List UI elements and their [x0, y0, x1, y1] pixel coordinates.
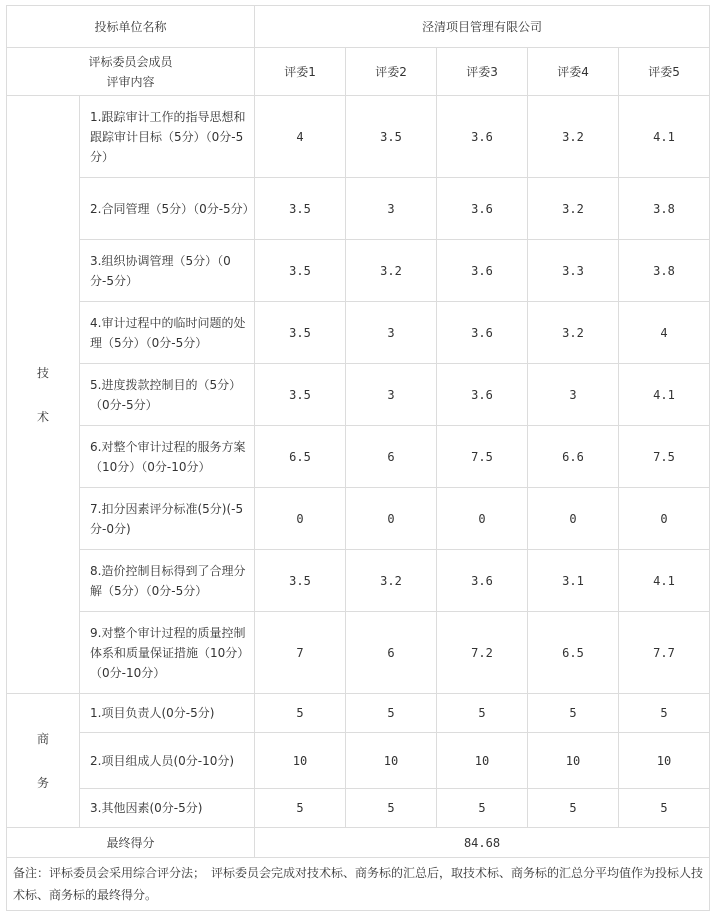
score-cell: 7: [255, 612, 346, 694]
final-score-label: 最终得分: [7, 828, 255, 858]
score-cell: 3.6: [437, 302, 528, 364]
score-cell: 3.6: [437, 178, 528, 240]
table-row: [7, 426, 710, 488]
category-char: 商: [36, 731, 49, 746]
score-cell: 4: [619, 302, 710, 364]
criterion-cell: 2.项目组成人员(0分-10分): [80, 733, 255, 789]
final-score-value: 84.68: [255, 828, 710, 858]
category-cell: [7, 694, 80, 828]
score-cell: 4.1: [619, 96, 710, 178]
table-row: [7, 364, 710, 426]
score-cell: 3.6: [437, 240, 528, 302]
criterion-cell: 2.合同管理（5分）（0分-5分）: [80, 178, 255, 240]
judge-header-3: 评委3: [437, 48, 528, 96]
category-char: 术: [36, 409, 49, 424]
criterion-cell: 9.对整个审计过程的质量控制体系和质量保证措施（10分）（0分-10分）: [80, 612, 255, 694]
table-row: [7, 240, 710, 302]
score-cell: 0: [437, 488, 528, 550]
criterion-cell: 5.进度拨款控制目的（5分）（0分-5分）: [80, 364, 255, 426]
score-cell: 3.2: [528, 302, 619, 364]
score-cell: 7.5: [619, 426, 710, 488]
score-cell: 5: [528, 789, 619, 828]
table-row: [7, 733, 710, 789]
category-char: 技: [36, 365, 49, 380]
score-cell: 3.8: [619, 240, 710, 302]
score-cell: 3.2: [346, 240, 437, 302]
score-cell: 3.5: [255, 240, 346, 302]
score-cell: 0: [255, 488, 346, 550]
score-cell: 5: [619, 694, 710, 733]
table-row: [7, 694, 710, 733]
score-cell: 6.5: [255, 426, 346, 488]
score-cell: 3: [346, 302, 437, 364]
score-cell: 5: [255, 694, 346, 733]
table-row: [7, 96, 710, 178]
judge-header-5: 评委5: [619, 48, 710, 96]
score-cell: 10: [255, 733, 346, 789]
criterion-cell: 8.造价控制目标得到了合理分解（5分）（0分-5分）: [80, 550, 255, 612]
judge-header-2: 评委2: [346, 48, 437, 96]
score-cell: 4: [255, 96, 346, 178]
judges-header-row: [7, 48, 710, 96]
criterion-cell: 1.项目负责人(0分-5分): [80, 694, 255, 733]
score-cell: 3.6: [437, 96, 528, 178]
criterion-cell: 7.扣分因素评分标准(5分)(-5分-0分): [80, 488, 255, 550]
members-label: [7, 48, 255, 96]
criterion-cell: 6.对整个审计过程的服务方案（10分）（0分-10分）: [80, 426, 255, 488]
score-cell: 3.6: [437, 550, 528, 612]
score-cell: 3.5: [255, 302, 346, 364]
final-score-row: [7, 828, 710, 858]
criterion-cell: 4.审计过程中的临时问题的处理（5分）（0分-5分）: [80, 302, 255, 364]
score-cell: 7.7: [619, 612, 710, 694]
score-cell: 3.8: [619, 178, 710, 240]
score-cell: 5: [437, 694, 528, 733]
score-cell: 3.5: [346, 96, 437, 178]
category-cell: [7, 96, 80, 694]
table-row: [7, 612, 710, 694]
judge-header-1: 评委1: [255, 48, 346, 96]
category-char: 务: [36, 775, 49, 790]
score-table-body: [7, 6, 710, 911]
score-cell: 5: [346, 694, 437, 733]
score-cell: 10: [346, 733, 437, 789]
score-cell: 7.2: [437, 612, 528, 694]
score-cell: 10: [619, 733, 710, 789]
score-cell: 4.1: [619, 364, 710, 426]
score-cell: 5: [346, 789, 437, 828]
table-row: [7, 789, 710, 828]
score-cell: 6: [346, 612, 437, 694]
score-cell: 4.1: [619, 550, 710, 612]
table-row: [7, 178, 710, 240]
score-cell: 6.6: [528, 426, 619, 488]
score-cell: 3.1: [528, 550, 619, 612]
score-cell: 5: [619, 789, 710, 828]
score-cell: 3: [528, 364, 619, 426]
criterion-cell: 1.跟踪审计工作的指导思想和跟踪审计目标（5分）（0分-5分）: [80, 96, 255, 178]
criterion-cell: 3.其他因素(0分-5分): [80, 789, 255, 828]
note-row: [7, 858, 710, 911]
note-text: 备注：评标委员会采用综合评分法； 评标委员会完成对技术标、商务标的汇总后，取技术标、商务标的汇总分平均值作为投标人技术标、商务标的最终得分。: [7, 858, 710, 911]
score-cell: 3.6: [437, 364, 528, 426]
judge-header-4: 评委4: [528, 48, 619, 96]
bidder-label: 投标单位名称: [7, 6, 255, 48]
score-cell: 5: [528, 694, 619, 733]
score-cell: 0: [619, 488, 710, 550]
score-cell: 3.5: [255, 178, 346, 240]
table-row: [7, 550, 710, 612]
score-cell: 6: [346, 426, 437, 488]
score-cell: 3.5: [255, 550, 346, 612]
bidder-value: 泾清项目管理有限公司: [255, 6, 710, 48]
score-cell: 3: [346, 364, 437, 426]
score-cell: 3.2: [346, 550, 437, 612]
score-cell: 3.2: [528, 178, 619, 240]
members-label-line2: 评审内容: [106, 74, 155, 89]
score-cell: 10: [528, 733, 619, 789]
score-cell: 3.3: [528, 240, 619, 302]
score-cell: 7.5: [437, 426, 528, 488]
score-cell: 3.5: [255, 364, 346, 426]
bidder-row: [7, 6, 710, 48]
score-cell: 6.5: [528, 612, 619, 694]
members-label-line1: 评标委员会成员: [88, 54, 173, 69]
table-row: [7, 488, 710, 550]
score-cell: 10: [437, 733, 528, 789]
score-cell: 3.2: [528, 96, 619, 178]
table-row: [7, 302, 710, 364]
score-cell: 5: [437, 789, 528, 828]
score-cell: 3: [346, 178, 437, 240]
score-cell: 5: [255, 789, 346, 828]
score-table: [6, 5, 710, 911]
score-cell: 0: [346, 488, 437, 550]
score-cell: 0: [528, 488, 619, 550]
criterion-cell: 3.组织协调管理（5分）（0分-5分）: [80, 240, 255, 302]
